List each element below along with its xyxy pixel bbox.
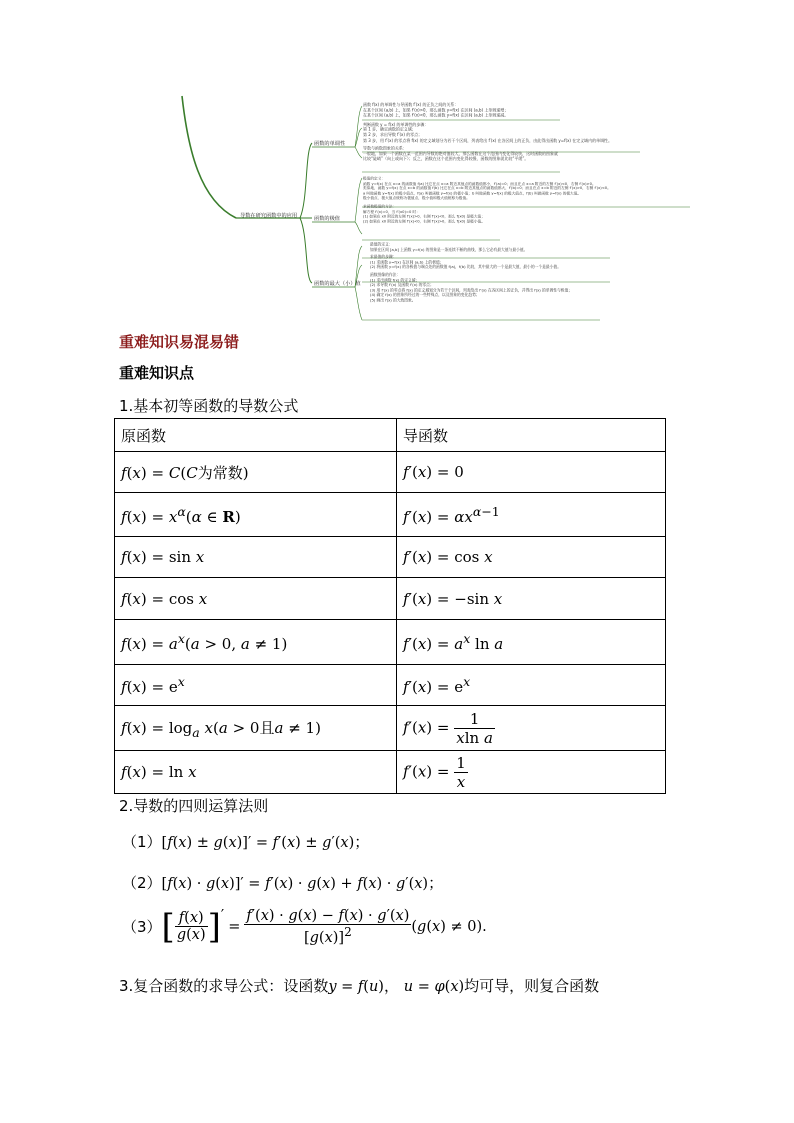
extreme-notes: 极值的定义： 函数 y=f(x) 在点 x=a 的函数值 f(a) 比它在点 x=a 附近其他点的函数值都小，f′(a)=0；而且在点 x=a 附近的左侧 f′(x)<0，右侧 f′(x)>0。 类似地，函数 y=f(x) 在点 x=b 的函数值 f(b) 比它在点 x=b 附近其他点的函数值都大，f′(b)=0；而且在点 x=b 附近的左侧 f′(x)>0，右侧 f′(x)<0。 a 叫做函数 y=f(x) 的极小值点，f(a) 叫做函数 y=f(x) 的极小值；b 叫做函数 y=f(x) 的极大值点，f(b) 叫做函数 y=f(x) 的极大值。 极小值点、极大值点统称为极值点，极小值和极大值统称为极值。 求函数极值的方法： 解方程 f′(x)=0，当 f′(x0)=0 时： (1) 如果在 x0 附近的左侧 f′(x)>0，右侧 f′(x)<0，那么 f(x0) 是极大值； (2) 如果在 x0 附近的左侧 f′(x)<0，右侧 f′(x)>0，那么 f(x0) 是极小值。 [363, 176, 611, 224]
cell-original: f(x) = sin x [115, 537, 397, 578]
table-header-row [115, 419, 666, 452]
section-1-title: 1.基本初等函数的导数公式 [119, 397, 299, 415]
section-2-title: 2.导数的四则运算法则 [119, 797, 269, 815]
mind-map-root: 导数在研究函数中的应用 [240, 213, 298, 219]
branch-monotonicity: 函数的单调性 [314, 141, 346, 147]
cell-derivative: f′(x) = 0 [397, 452, 666, 493]
cell-original: $f(x) = x^\alpha(\alpha$ ∈ R) [115, 493, 397, 537]
rule-2: （2）[f(x) · g(x)]′ = f′(x) · g(x) + f(x) · g′(x)； [122, 874, 444, 892]
mono-notes: 函数 f(x) 的单调性与导函数 f′(x) 的正负之间的关系： 在某个区间 (a,b) 上，如果 f′(x)>0，那么函数 y=f(x) 在区间 (a,b) 上单调递增； 在某个区间 (a,b) 上，如果 f′(x)<0，那么函数 y=f(x) 在区间 (a,b) 上单调递减。 判断函数 y = f(x) 的单调性的步骤： 第 1 步，确定函数的定义域； 第 2 步，求出导数 f′(x) 的零点； 第 3 步，用 f′(x) 的零点将 f(x) 的定义域划分为若干个区间，列表给出 f′(x) 在各区间上的正负，由此得出函数 y=f(x) 在定义域内的单调性。 导数与函数图象的关系： 一般地，如果一个函数在某一范围内导数的绝对值较大，那么函数在这个范围内变化得较快，这时函数的图象就 比较“陡峭”（向上或向下）；反之，函数在这个范围内变化得较慢，函数的图象就比较“平缓”。 [363, 102, 613, 162]
derivative-table [114, 418, 666, 794]
cell-derivative: f′(x) = $\frac{1}{\text{xln a}}$ [397, 706, 666, 751]
table-row [115, 578, 666, 620]
cell-original: $f(x) = e^x$ [115, 665, 397, 706]
table-row [115, 665, 666, 706]
max-notes: 最值的定义： 如果在区间 [a,b] 上函数 y=f(x) 的图象是一条连续不断的曲线，那么它必有最大值与最小值。 求最值的步骤： (1) 求函数 y=f(x) 在区间 (a,b) 上的极值； (2) 将函数 y=f(x) 的各极值与端点处的函数值 f(a)，f(b) 比较，其中最大的一个是最大值，最小的一个是最小值。 函数图像的作法： (1) 求出函数 f(x) 的定义域； (2) 求导数 f′(x) 及函数 f′(x) 的零点； (3) 用 f′(x) 的零点将 f(x) 的定义域划分为若干个区间，列表给出 f′(x) 在各区间上的正负，并得出 f(x) 的单调性与极值； (4) 确定 f(x) 的图象所经过的一些特殊点，以及图象的变化趋势； (5) 画出 f(x) 的大致图象。 [370, 242, 573, 303]
cell-derivative: $f'(x) = e^x$ [397, 665, 666, 706]
cell-derivative: $f'(x) = \alpha x^{\alpha-1}$ [397, 493, 666, 537]
cell-original: f(x) = cos x [115, 578, 397, 620]
cell-original: f(x) = ln x [115, 751, 397, 794]
rule-3: （3） [ f(x) g(x) ] ′ = $\frac{f'(x) \cdot g(x) - f(x) \cdot g'(x)}{[g(x)]^2}$ (g(x) ≠ 0) . [122, 906, 487, 947]
cell-derivative: f′(x) = $\frac{1}{x}$ [397, 751, 666, 794]
cell-original: $f(x) = a^x(a > 0$, a ≠ 1) [115, 620, 397, 665]
rule-1: （1）[f(x) ± g(x)]′ = f′(x) ± g′(x)； [122, 833, 370, 851]
branch-max-min: 函数的最大（小）值 [314, 281, 361, 287]
cell-original: f(x) = C(C为常数) [115, 452, 397, 493]
section-3-title: 3.复合函数的求导公式：设函数y = f(u)， u = φ(x)均可导，则复合函数 [119, 977, 600, 995]
section-heading-red: 重难知识易混易错 [119, 333, 240, 351]
col-original-function: 原函数 [115, 419, 397, 452]
cell-original: $f(x) = \log_a x(a > 0$且a ≠ 1) [115, 706, 397, 751]
cell-derivative: $f'(x) = a^x$ ln a [397, 620, 666, 665]
table-row [115, 751, 666, 794]
table-row [115, 706, 666, 751]
table-row [115, 537, 666, 578]
cell-derivative: f′(x) = cos x [397, 537, 666, 578]
cell-derivative: f′(x) = −sin x [397, 578, 666, 620]
table-row [115, 452, 666, 493]
table-row [115, 620, 666, 665]
branch-extrema: 函数的极值 [314, 216, 340, 222]
col-derivative: 导函数 [397, 419, 666, 452]
sub-heading: 重难知识点 [119, 364, 195, 382]
table-row [115, 493, 666, 537]
